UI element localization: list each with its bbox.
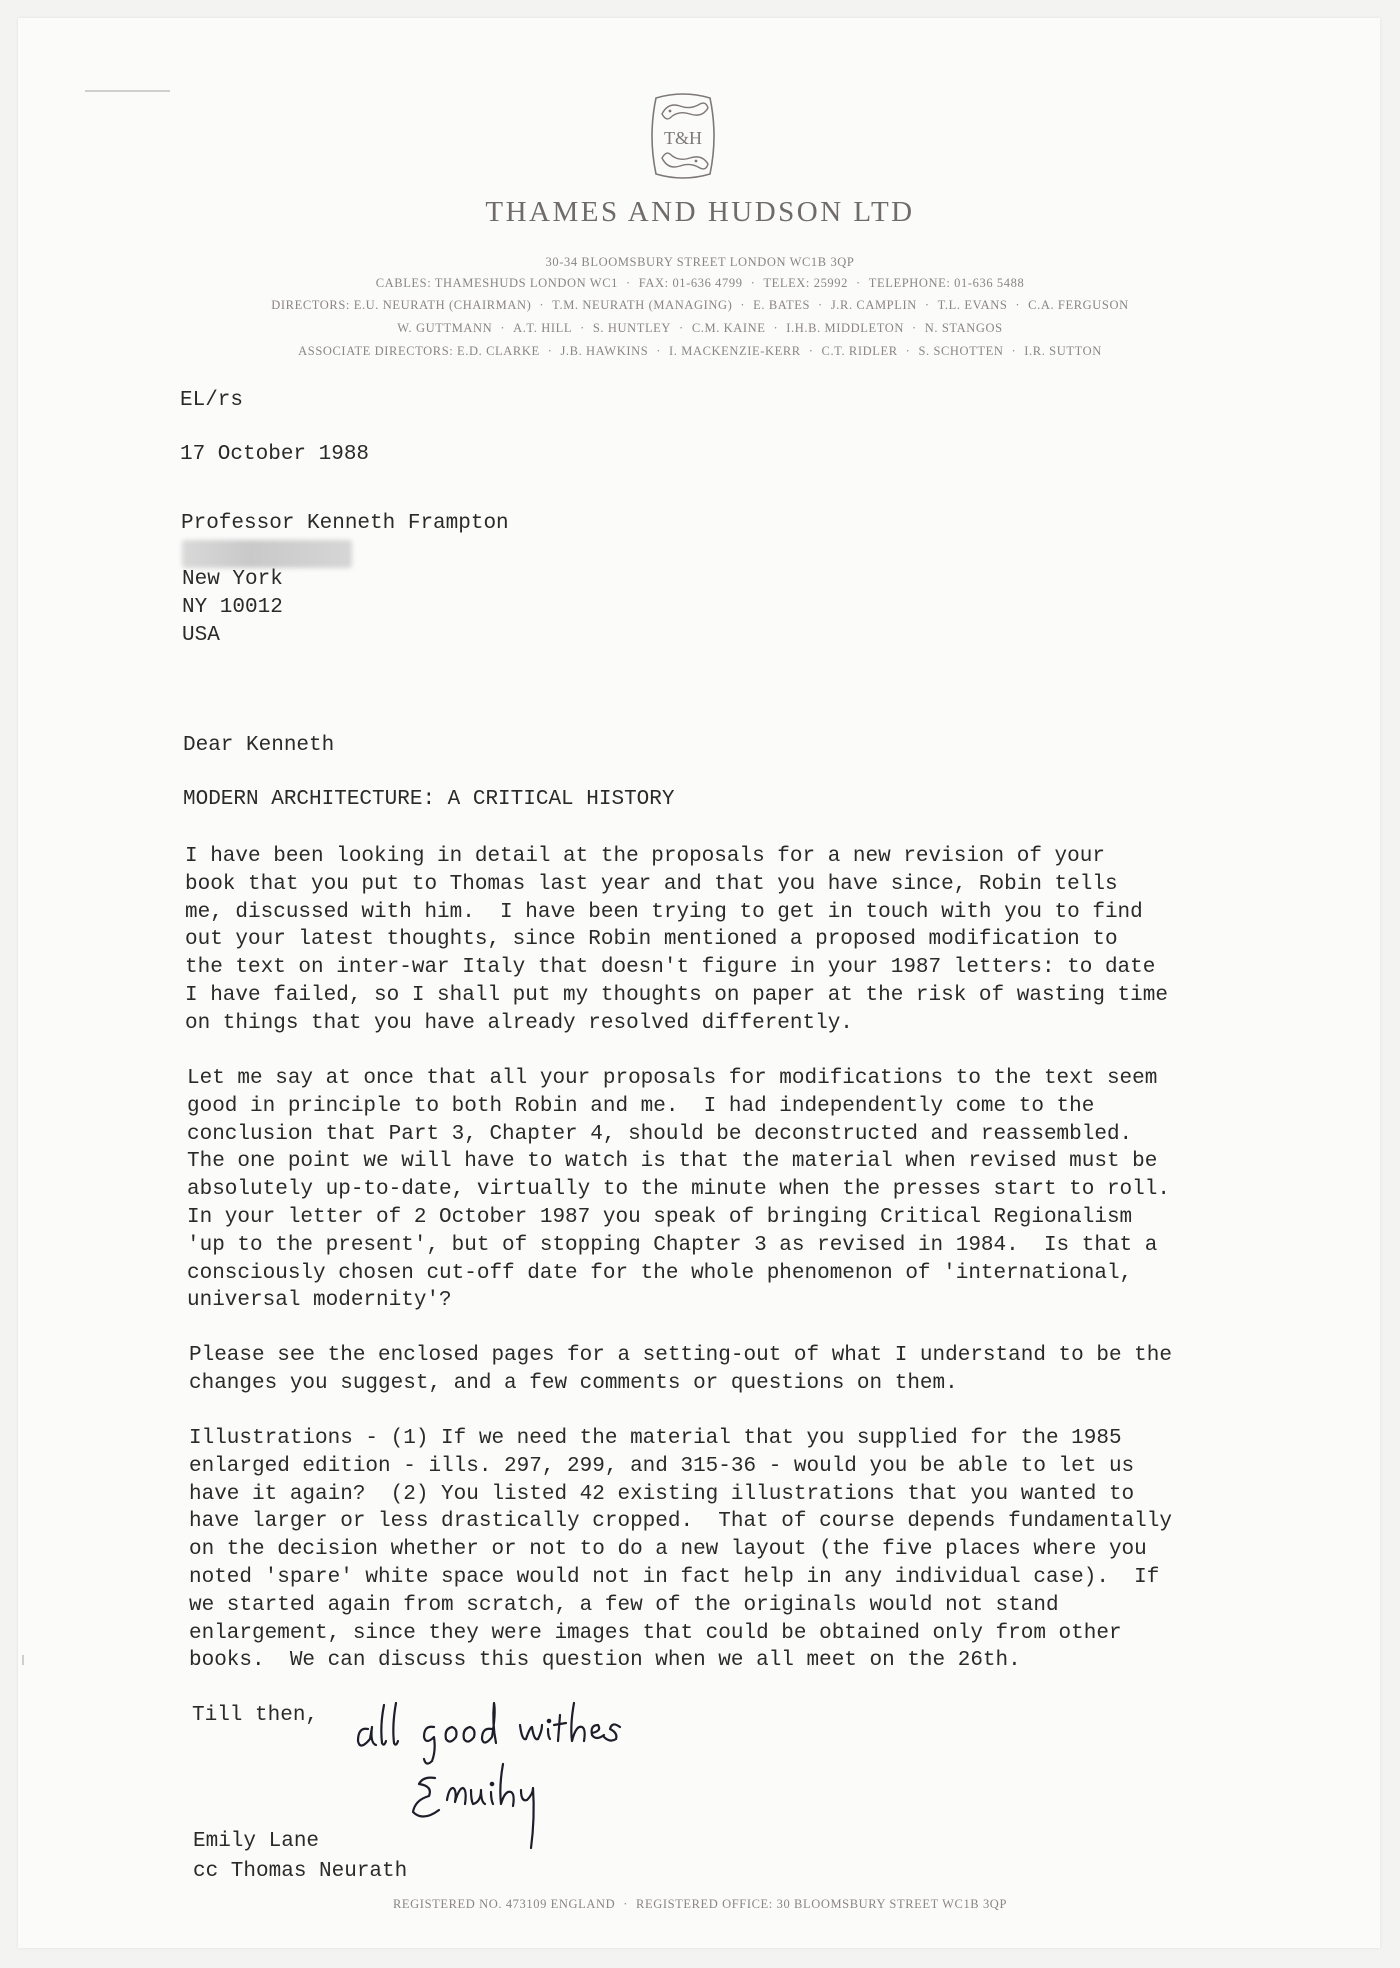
company-address: 30-34 BLOOMSBURY STREET LONDON WC1B 3QP — [545, 255, 855, 269]
recipient-postcode: NY 10012 — [182, 596, 283, 619]
associate-directors-line: ASSOCIATE DIRECTORS: E.D. CLARKE · J.B. HAWKINS · I. MACKENZIE-KERR · C.T. RIDLER · S. SCHOTTEN · I.R. SUTTON — [298, 344, 1102, 358]
directors-line-1: DIRECTORS: E.U. NEURATH (CHAIRMAN) · T.M. NEURATH (MANAGING) · E. BATES · J.R. CAMPLIN · T.L. EVANS · C.A. FERGUSON — [271, 298, 1129, 312]
recipient-name: Professor Kenneth Frampton — [181, 512, 509, 535]
paragraph: Please see the enclosed pages for a setting-out of what I understand to be the changes you suggest, and a few comments or questions on them. — [189, 1344, 1172, 1395]
registration-footer: REGISTERED NO. 473109 ENGLAND · REGISTERED OFFICE: 30 BLOOMSBURY STREET WC1B 3QP — [393, 1897, 1007, 1911]
thames-hudson-logo — [648, 92, 718, 180]
contact-line: CABLES: THAMESHUDS LONDON WC1 · FAX: 01-636 4799 · TELEX: 25992 · TELEPHONE: 01-636 5488 — [375, 276, 1025, 290]
subject-line: MODERN ARCHITECTURE: A CRITICAL HISTORY — [183, 788, 675, 811]
company-name: THAMES AND HUDSON LTD — [485, 196, 915, 228]
signatory-name: Emily Lane — [193, 1830, 320, 1853]
salutation: Dear Kenneth — [183, 734, 335, 757]
handwritten-closing — [352, 1695, 632, 1765]
cc-line: cc Thomas Neurath — [193, 1860, 408, 1883]
margin-mark — [22, 1655, 24, 1665]
paragraph: Let me say at once that all your proposals for modifications to the text seem good in principle to both Robin and me. I had independently come to the conclusion that Part 3, Chapter 4, should be deconstructed and reassembled. The one point we will have to watch is that the material when revised must be absolutely up-to-date, virtually to the minute when the presses start to roll. In your letter of 2 October 1987 you speak of bringing Critical Regionalism 'up to the present', but of stopping Chapter 3 as revised in 1984. Is that a consciously chosen cut-off date for the whole phenomenon of 'international, universal modernity'? — [187, 1067, 1170, 1313]
directors-line-2: W. GUTTMANN · A.T. HILL · S. HUNTLEY · C.M. KAINE · I.H.B. MIDDLETON · N. STANGOS — [397, 321, 1003, 335]
reference: EL/rs — [180, 389, 244, 412]
margin-mark — [85, 90, 170, 92]
paragraph: I have been looking in detail at the proposals for a new revision of your book that you put to Thomas last year and that you have since, Robin tells me, discussed with him. I have been trying to get in touch with you to find out your latest thoughts, since Robin mentioned a proposed modification to the text on inter-war Italy that doesn't figure in your 1987 letters: to date I have failed, so I shall put my thoughts on paper at the risk of wasting time on things that you have already resolved differently. — [185, 845, 1168, 1035]
svg-text:T&H: T&H — [664, 128, 702, 148]
letter-date: 17 October 1988 — [180, 443, 370, 466]
paragraph: Illustrations - (1) If we need the material that you supplied for the 1985 enlarged edition - ills. 297, 299, and 315-36 - would you be able to let us have it again? (2) You listed 42 existing illustrations that you wanted to have larger or less drastically cropped. That of course depends fundamentally on the decision whether or not to do a new layout (the five places where you noted 'spare' white space would not in fact help in any individual case). If we started again from scratch, a few of the originals would not stand enlargement, since they were images that could be obtained only from other books. We can discuss this question when we all meet on the 26th. — [189, 1427, 1172, 1673]
closing: Till then, — [192, 1704, 319, 1727]
recipient-country: USA — [182, 624, 220, 647]
handwritten-signature — [405, 1760, 555, 1860]
recipient-city: New York — [182, 568, 283, 591]
redacted-address — [182, 540, 352, 568]
